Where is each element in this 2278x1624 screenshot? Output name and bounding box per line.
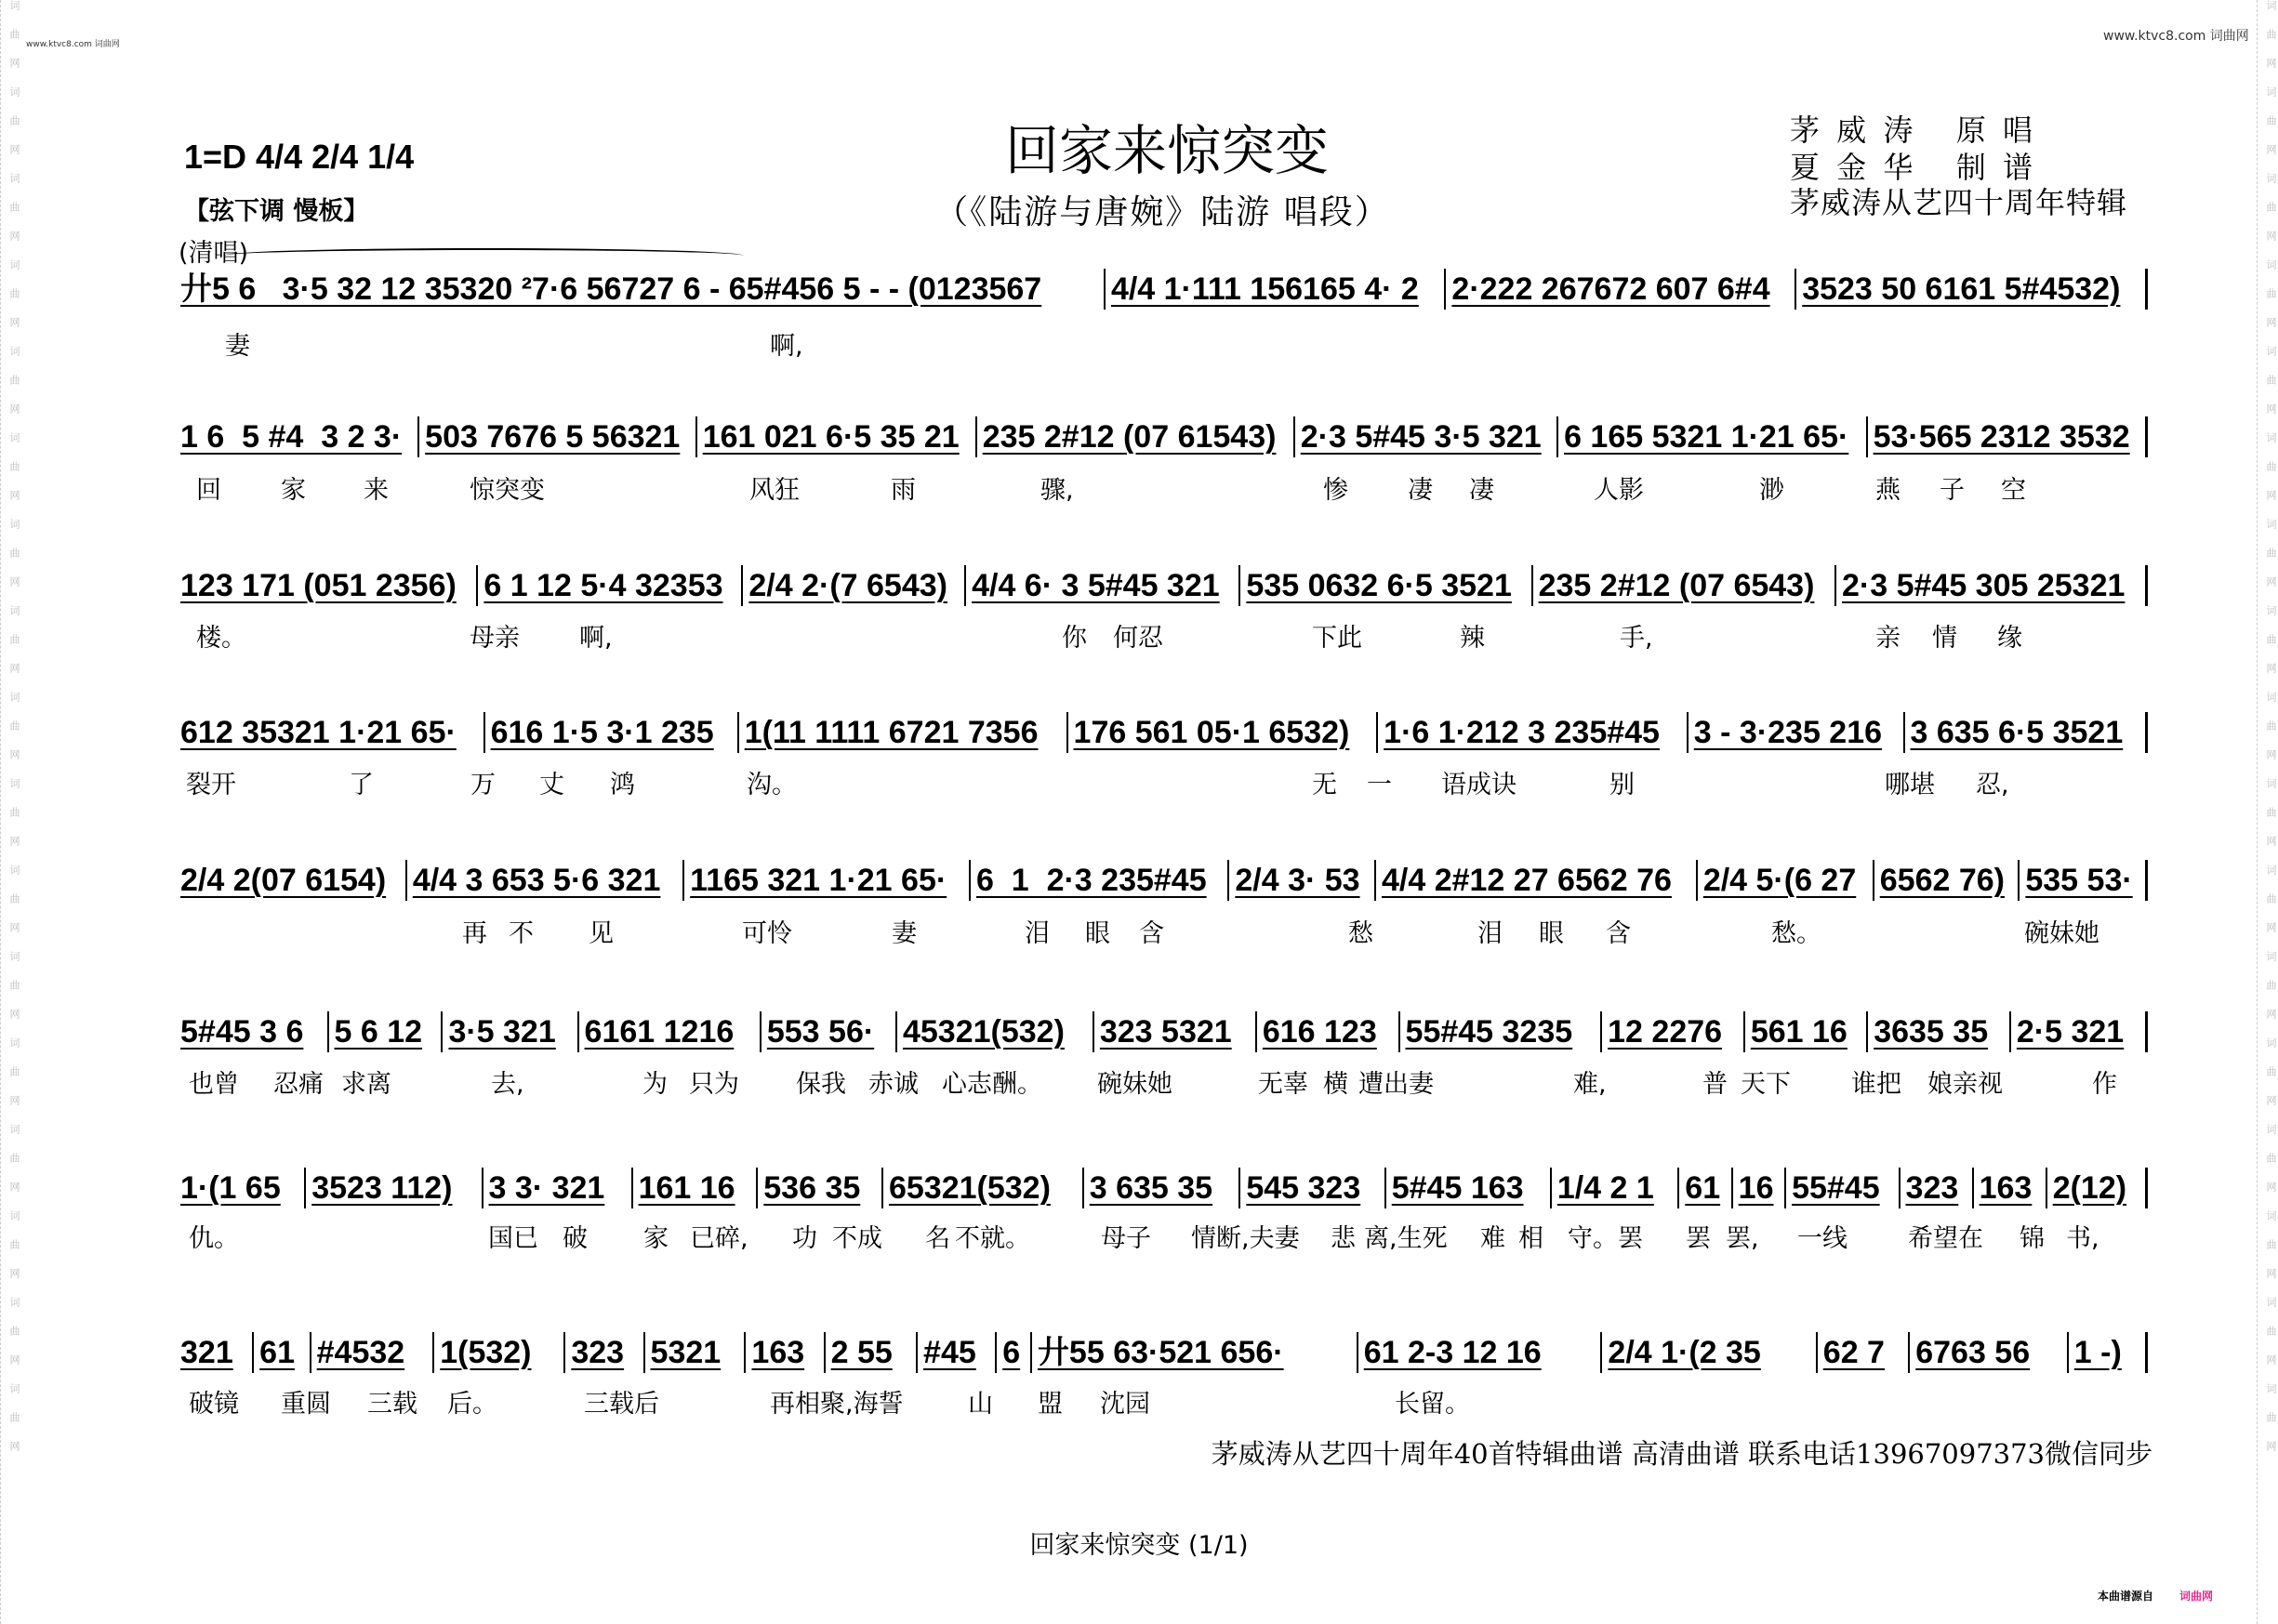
lyric: 你: [1062, 624, 1087, 653]
lyric: 三载: [367, 1390, 417, 1419]
lyric: 去,: [491, 1070, 524, 1099]
lyric: 书,: [2066, 1224, 2099, 1253]
measure: 612 35321 1·21 65·: [175, 712, 485, 753]
measure: 6 1 12 5·4 32353: [478, 565, 743, 606]
lyric: 雨: [891, 476, 916, 505]
measure: 3 635 35: [1084, 1168, 1241, 1208]
measure: 4/4 1·111 156165 4· 2: [1106, 269, 1446, 310]
lyric: 语成诀: [1441, 771, 1516, 799]
key-time-signature: 1=D 4/4 2/4 1/4: [184, 138, 415, 176]
score-row: [175, 1164, 2148, 1208]
lyric: 辣: [1460, 624, 1485, 653]
lyric: 无: [1312, 771, 1337, 799]
performance-note: (清唱): [179, 239, 249, 268]
measure: 1165 321 1·21 65·: [684, 860, 971, 901]
measure: 1(532): [434, 1332, 565, 1373]
lyric: 凄: [1469, 476, 1494, 505]
lyric: 惨: [1323, 476, 1348, 505]
lyric: 亲: [1875, 624, 1901, 653]
footer-promo: 茅威涛从艺四十周年40首特辑曲谱 高清曲谱 联系电话13967097373微信同步: [1211, 1438, 2152, 1470]
measure: 161 021 6·5 35 21: [697, 416, 977, 457]
measure: 2/4 3· 53: [1229, 860, 1376, 901]
lyric: 碗妹她: [2024, 919, 2099, 948]
measure: 16: [1733, 1168, 1786, 1208]
lyric: 娘亲视: [1927, 1070, 2003, 1099]
lyric: 哪堪: [1885, 771, 1935, 799]
score-row: [175, 561, 2148, 606]
lyric: 难,: [1573, 1070, 1607, 1099]
lyric: 仇。: [189, 1224, 239, 1253]
measure: 55#45: [1786, 1168, 1900, 1208]
lyric: 守。罢: [1568, 1224, 1643, 1253]
lyric: 也曾: [189, 1070, 239, 1099]
source-credit: [2098, 1588, 2213, 1604]
lyric: 何忍: [1113, 624, 1163, 653]
measure: 4/4 2#12 27 6562 76: [1376, 860, 1698, 901]
lyric: 离,生死: [1364, 1224, 1448, 1253]
lyric: 求离: [341, 1070, 391, 1099]
measure: 65321(532): [883, 1168, 1084, 1208]
measure: 3523 50 6161 5#4532): [1796, 269, 2148, 310]
measure: 535 53·: [2020, 860, 2148, 901]
lyric: 惊突变: [470, 476, 545, 505]
lyric: 风狂: [749, 476, 800, 505]
lyric: 山: [968, 1390, 993, 1419]
lyric: 骤,: [1040, 476, 1074, 505]
measure: 3523 112): [306, 1168, 483, 1208]
measure: 536 35: [758, 1168, 883, 1208]
lyric: 后。: [447, 1390, 497, 1419]
lyric: 回: [196, 476, 221, 505]
lyric: 来: [364, 476, 389, 505]
source-site-link[interactable]: 词曲网: [2179, 1590, 2213, 1603]
lyric: 鸿: [610, 771, 635, 799]
lyric: 作: [2092, 1070, 2117, 1099]
measure: 545 323: [1240, 1168, 1385, 1208]
measure: 323 5321: [1094, 1011, 1257, 1052]
measure: 1·(1 65: [175, 1168, 306, 1208]
lyric: 缘: [1997, 624, 2022, 653]
lyric: 忍痛: [273, 1070, 324, 1099]
lyric: 家: [643, 1224, 669, 1253]
lyric: 盟: [1038, 1390, 1063, 1419]
measure: 2·3 5#45 3·5 321: [1295, 416, 1558, 457]
lyric: 保我: [796, 1070, 846, 1099]
slur-mark: [223, 248, 744, 263]
measure: 12 2276: [1602, 1011, 1745, 1052]
lyric: 子: [1940, 476, 1965, 505]
lyric: 家: [281, 476, 306, 505]
measure: 5#45 3 6: [175, 1011, 329, 1052]
measure: 61: [254, 1332, 311, 1373]
lyric: 渺: [1759, 476, 1784, 505]
lyric: 再相聚,海誓: [770, 1390, 904, 1419]
measure: 5321: [645, 1332, 747, 1373]
lyric: 别: [1609, 771, 1635, 799]
lyric: 三载后: [584, 1390, 659, 1419]
lyric: 一线: [1797, 1224, 1848, 1253]
lyric: 可怜: [742, 919, 792, 948]
measure: 2/4 2·(7 6543): [743, 565, 966, 606]
credit-collection: 茅威涛从艺四十周年特辑: [1790, 185, 2128, 220]
measure: 561 16: [1745, 1011, 1868, 1052]
measure: #4532: [311, 1332, 435, 1373]
measure: 1/4 2 1: [1552, 1168, 1679, 1208]
lyric: 楼。: [196, 624, 246, 653]
measure: 553 56·: [762, 1011, 897, 1052]
lyric: 妻: [892, 919, 917, 948]
measure: 3635 35: [1868, 1011, 2011, 1052]
lyric: 碗妹她: [1097, 1070, 1172, 1099]
measure: 2 55: [826, 1332, 918, 1373]
lyric: 重圆: [281, 1390, 331, 1419]
measure: 4/4 3 653 5·6 321: [407, 860, 684, 901]
lyric: 不就。: [955, 1224, 1030, 1253]
lyric: 空: [2001, 476, 2026, 505]
watermark-border-left: 词曲网词曲网词曲网词曲网词曲网词曲网词曲网词曲网词曲网词曲网词曲网词曲网词曲网词曲网词曲网词曲网词曲网: [0, 0, 21, 1624]
measure: 3·5 321: [443, 1011, 578, 1052]
lyric: 愁: [1348, 919, 1373, 948]
lyric: 破镜: [189, 1390, 239, 1419]
lyric: 含: [1139, 919, 1164, 948]
measure: 2·5 321: [2011, 1011, 2148, 1052]
score-row: [175, 708, 2148, 753]
measure: 5 6 12: [329, 1011, 444, 1052]
measure: 2/4 5·(6 27: [1698, 860, 1874, 901]
lyric: 丈: [539, 771, 564, 799]
lyric: 国已: [488, 1224, 538, 1253]
measure: 323: [565, 1332, 644, 1373]
lyric: 母亲: [470, 624, 520, 653]
watermark-top-left: www.ktvc8.com 词曲网: [26, 40, 120, 49]
measure: 176 561 05·1 6532): [1068, 712, 1379, 753]
lyric: 凄: [1408, 476, 1433, 505]
measure: 6161 1216: [579, 1011, 762, 1052]
credit-transcriber: 夏 金 华 制 谱: [1790, 150, 2037, 185]
watermark-top-right: www.ktvc8.com 词曲网: [2103, 29, 2249, 44]
measure: 廾55 63·521 656·: [1032, 1332, 1358, 1373]
page-title: 回家来惊突变: [1004, 119, 1329, 182]
measure: 2·222 267672 607 6#4: [1446, 269, 1796, 310]
score-row: [175, 265, 2148, 310]
measure: 2·3 5#45 305 25321: [1836, 565, 2148, 606]
lyric: 泪: [1477, 919, 1503, 948]
page-label: 回家来惊突变 (1/1): [1029, 1531, 1249, 1560]
lyric: 名: [925, 1224, 950, 1253]
lyric: 愁。: [1771, 919, 1821, 948]
lyric: 难: [1480, 1224, 1505, 1253]
lyric: 锦: [2020, 1224, 2045, 1253]
score-row: [175, 413, 2148, 457]
lyric: 普: [1702, 1070, 1728, 1099]
lyric: 破: [563, 1224, 588, 1253]
measure: 廾5 6 3·5 32 12 35320 ²7·6 56727 6 - 65#456 5 - - (0123567: [175, 269, 1106, 310]
subtitle: （《陆游与唐婉》陆游 唱段）: [934, 193, 1390, 231]
lyric: 相: [1518, 1224, 1543, 1253]
lyric: 眼: [1539, 919, 1564, 948]
lyric: 燕: [1875, 476, 1901, 505]
credit-singer: 茅 威 涛 原 唱: [1790, 112, 2037, 148]
lyric: 啊,: [770, 332, 803, 361]
lyric: 横: [1323, 1070, 1348, 1099]
lyric: 忍,: [1976, 771, 2009, 799]
measure: 616 1·5 3·1 235: [485, 712, 739, 753]
measure: 6: [997, 1332, 1032, 1373]
lyric: 遭出妻: [1358, 1070, 1434, 1099]
lyric: 只为: [689, 1070, 739, 1099]
lyric: 罢,: [1726, 1224, 1759, 1253]
lyric: 万: [470, 771, 496, 799]
measure: 61: [1679, 1168, 1732, 1208]
lyric: 谁把: [1851, 1070, 1901, 1099]
score-row: [175, 1328, 2148, 1373]
lyric: 心志酬。: [942, 1070, 1042, 1099]
measure: 163: [1974, 1168, 2047, 1208]
measure: 6 1 2·3 235#45: [971, 860, 1229, 901]
lyric: 了: [349, 771, 374, 799]
measure: 1·6 1·212 3 235#45: [1378, 712, 1689, 753]
lyric: 长留。: [1395, 1390, 1470, 1419]
measure: 6562 76): [1874, 860, 2020, 901]
score-row: [175, 1008, 2148, 1052]
lyric: 啊,: [579, 624, 613, 653]
measure: 5#45 163: [1386, 1168, 1552, 1208]
measure: 323: [1901, 1168, 1974, 1208]
measure: 61 2-3 12 16: [1358, 1332, 1603, 1373]
tempo-marking: 【弦下调 慢板】: [184, 197, 369, 226]
measure: 3 3· 321: [483, 1168, 633, 1208]
measure: 1 -): [2069, 1332, 2148, 1373]
lyric: 赤诚: [868, 1070, 919, 1099]
lyric: 情断,夫妻: [1191, 1224, 1300, 1253]
lyric: 下此: [1312, 624, 1362, 653]
lyric: 母子: [1101, 1224, 1151, 1253]
measure: 2/4 2(07 6154): [175, 860, 407, 901]
lyric: 人影: [1594, 476, 1644, 505]
lyric: 无辜: [1258, 1070, 1308, 1099]
lyric: 眼: [1085, 919, 1110, 948]
measure: 321: [175, 1332, 254, 1373]
measure: 616 123: [1257, 1011, 1400, 1052]
lyric: 再: [462, 919, 487, 948]
measure: 235 2#12 (07 6543): [1533, 565, 1836, 606]
lyric: 情: [1932, 624, 1957, 653]
measure: 1(11 1111 6721 7356: [739, 712, 1068, 753]
lyric: 沈园: [1100, 1390, 1150, 1419]
lyric: 含: [1606, 919, 1631, 948]
score-row: [175, 856, 2148, 901]
lyric: 沟。: [747, 771, 797, 799]
measure: 53·565 2312 3532: [1868, 416, 2148, 457]
lyric: 见: [589, 919, 614, 948]
measure: 3 - 3·235 216: [1689, 712, 1905, 753]
lyric: 妻: [225, 332, 250, 361]
lyric: 手,: [1620, 624, 1653, 653]
lyric: 泪: [1025, 919, 1050, 948]
measure: 6763 56: [1910, 1332, 2069, 1373]
measure: 163: [746, 1332, 825, 1373]
measure: 1 6 5 #4 3 2 3·: [175, 416, 419, 457]
source-label: 本曲谱源自: [2097, 1590, 2153, 1603]
measure: 6 165 5321 1·21 65·: [1558, 416, 1868, 457]
measure: 45321(532): [897, 1011, 1094, 1052]
watermark-border-right: 词曲网词曲网词曲网词曲网词曲网词曲网词曲网词曲网词曲网词曲网词曲网词曲网词曲网词曲网词曲网词曲网词曲网: [2257, 0, 2278, 1624]
lyric: 罢: [1686, 1224, 1711, 1253]
lyric: 天下: [1741, 1070, 1791, 1099]
measure: 2/4 1·(2 35: [1602, 1332, 1817, 1373]
lyric: 一: [1367, 771, 1392, 799]
lyric: 裂开: [186, 771, 236, 799]
measure: 62 7: [1818, 1332, 1910, 1373]
measure: 55#45 3235: [1400, 1011, 1603, 1052]
measure: #45: [918, 1332, 997, 1373]
measure: 535 0632 6·5 3521: [1240, 565, 1532, 606]
measure: 4/4 6· 3 5#45 321: [966, 565, 1240, 606]
lyric: 不: [509, 919, 534, 948]
measure: 2(12): [2047, 1168, 2148, 1208]
measure: 123 171 (051 2356): [175, 565, 478, 606]
lyric: 已碎,: [690, 1224, 748, 1253]
lyric: 悲: [1331, 1224, 1356, 1253]
lyric: 希望在: [1908, 1224, 1983, 1253]
measure: 503 7676 5 56321: [419, 416, 697, 457]
measure: 161 16: [633, 1168, 759, 1208]
lyric: 不成: [832, 1224, 882, 1253]
lyric: 为: [642, 1070, 668, 1099]
measure: 3 635 6·5 3521: [1905, 712, 2149, 753]
lyric: 功: [792, 1224, 817, 1253]
measure: 235 2#12 (07 61543): [977, 416, 1295, 457]
